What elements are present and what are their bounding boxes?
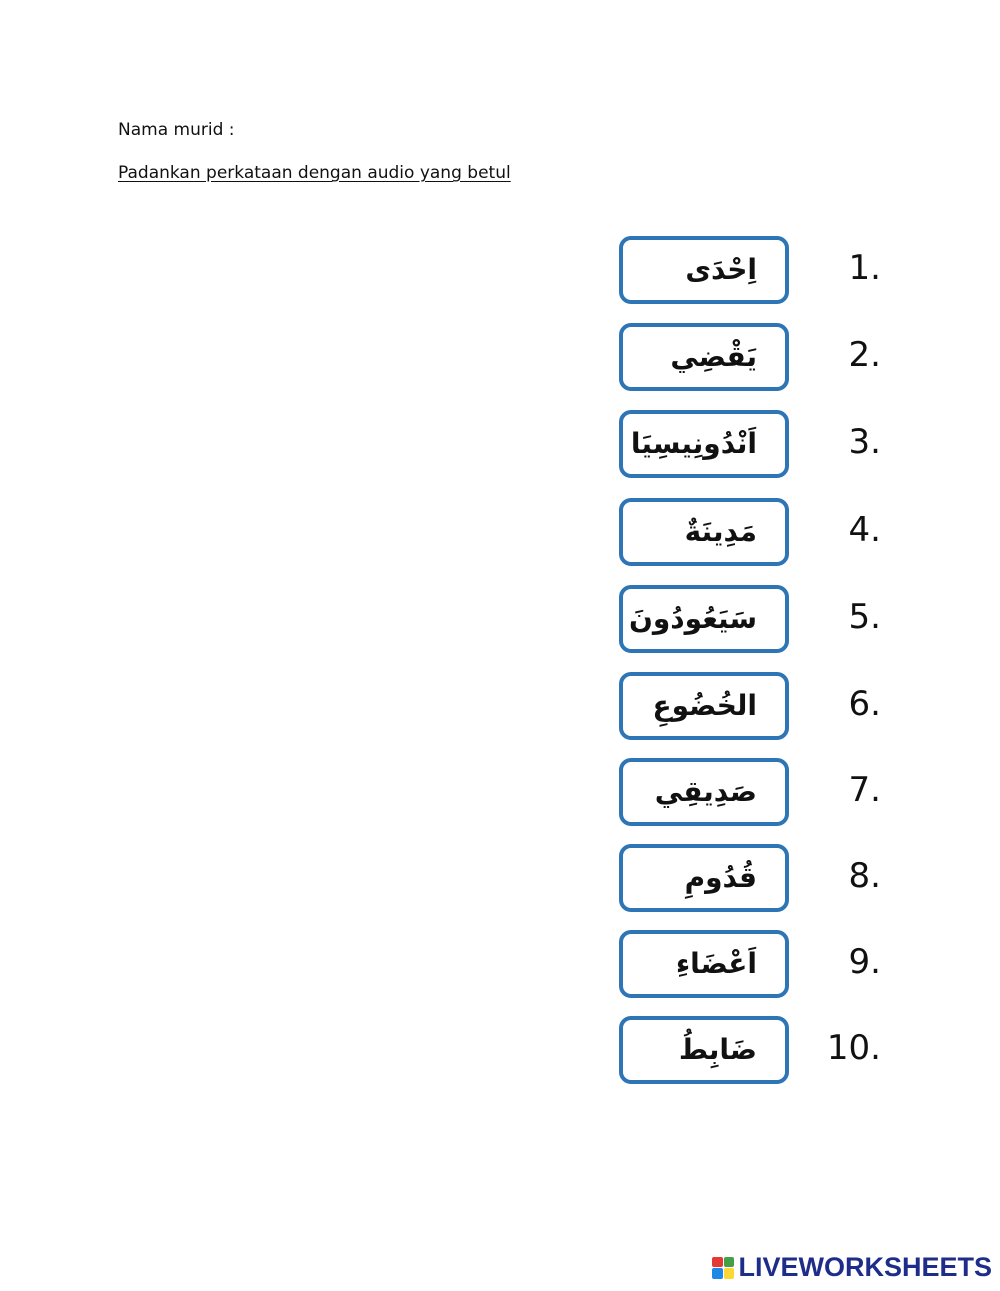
word-number: 10. <box>826 1028 881 1068</box>
word-number: 9. <box>848 942 881 982</box>
word-item <box>619 236 889 312</box>
word-text: ضَابِطُ <box>678 1033 757 1066</box>
word-box[interactable] <box>619 930 789 998</box>
word-item <box>619 844 889 920</box>
student-name-label: Nama murid : <box>118 120 235 140</box>
word-box[interactable] <box>619 758 789 826</box>
liveworksheets-logo[interactable] <box>712 1252 992 1283</box>
word-number: 3. <box>848 422 881 462</box>
word-box[interactable] <box>619 323 789 391</box>
word-text: اَنْدُونِيسِيَا <box>630 427 757 460</box>
word-text: سَيَعُودُونَ <box>629 602 757 635</box>
logo-text: LIVEWORKSHEETS <box>738 1252 992 1282</box>
word-text: يَقْضِي <box>670 340 757 373</box>
logo-mark-icon <box>712 1257 734 1279</box>
word-box[interactable] <box>619 844 789 912</box>
word-box[interactable] <box>619 1016 789 1084</box>
word-item <box>619 585 889 661</box>
word-box[interactable] <box>619 498 789 566</box>
logo-square-yellow <box>724 1268 735 1279</box>
word-item <box>619 672 889 748</box>
word-number: 8. <box>848 856 881 896</box>
word-text: اِحْدَى <box>685 253 757 286</box>
logo-square-green <box>724 1257 735 1268</box>
word-text: مَدِينَةٌ <box>684 515 757 548</box>
word-item <box>619 410 889 486</box>
word-box[interactable] <box>619 672 789 740</box>
word-box[interactable] <box>619 585 789 653</box>
logo-square-red <box>712 1257 723 1268</box>
word-text: الخُضُوعِ <box>652 689 757 722</box>
word-item <box>619 758 889 834</box>
word-number: 1. <box>848 248 881 288</box>
word-item <box>619 323 889 399</box>
word-text: صَدِيقِي <box>654 775 757 808</box>
word-text: قُدُومِ <box>684 861 757 894</box>
word-number: 5. <box>848 597 881 637</box>
word-box[interactable] <box>619 236 789 304</box>
word-number: 2. <box>848 335 881 375</box>
word-box[interactable] <box>619 410 789 478</box>
word-number: 4. <box>848 510 881 550</box>
word-number: 7. <box>848 770 881 810</box>
word-item <box>619 930 889 1006</box>
word-item <box>619 498 889 574</box>
word-item <box>619 1016 889 1092</box>
word-text: اَعْضَاءِ <box>675 947 757 980</box>
word-number: 6. <box>848 684 881 724</box>
logo-square-blue <box>712 1268 723 1279</box>
instruction-text: Padankan perkataan dengan audio yang betul <box>118 163 511 183</box>
